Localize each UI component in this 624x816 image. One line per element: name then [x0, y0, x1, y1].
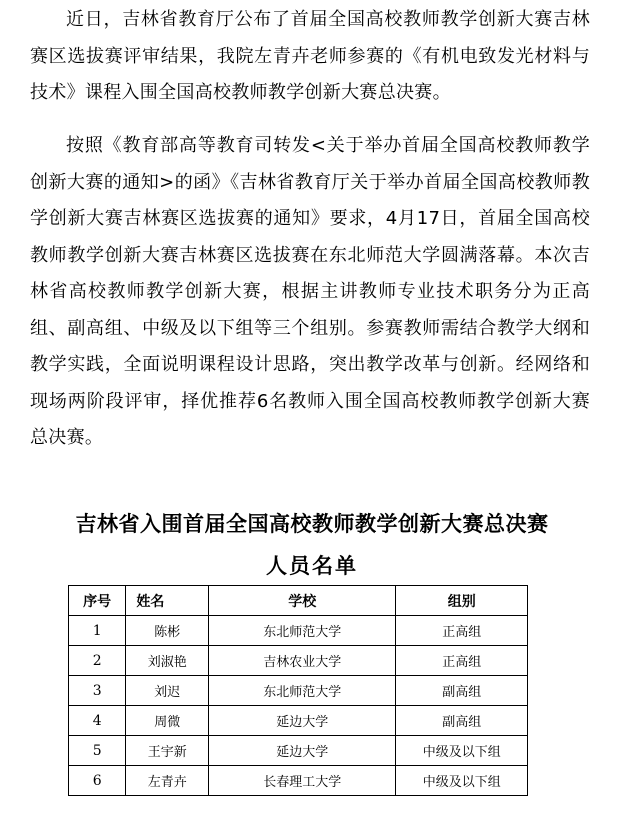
cell-school: 长春理工大学	[209, 766, 396, 796]
cell-group: 正高组	[396, 646, 528, 676]
cell-name: 左青卉	[126, 766, 209, 796]
cell-group: 中级及以下组	[396, 736, 528, 766]
cell-name: 王宇新	[126, 736, 209, 766]
roster-subtitle: 人员名单	[266, 554, 358, 578]
table-row	[69, 646, 528, 676]
cell-group: 正高组	[396, 616, 528, 646]
news-paragraph-1: 近日，吉林省教育厅公布了首届全国高校教师教学创新大赛吉林赛区选拔赛评审结果，我院左青卉老师参赛的《有机电致发光材料与技术》课程入围全国高校教师教学创新大赛总决赛。	[30, 9, 590, 103]
table-header-row	[69, 586, 528, 616]
news-paragraph-2: 按照《教育部高等教育司转发<关于举办首届全国高校教师教学创新大赛的通知>的函》《吉林省教育厅关于举办首届全国高校教师教学创新大赛吉林赛区选拔赛的通知》要求，4月17日，首届全国高校教师教学创新大赛吉林赛区选拔赛在东北师范大学圆满落幕。本次吉林省高校教师教学创新大赛，根据主讲教师专业技术职务分为正高组、副高组、中级及以下组等三个组别。参赛教师需结合教学大纲和教学实践，全面说明课程设计思路，突出教学改革与创新。经网络和现场两阶段评审，择优推荐6名教师入围全国高校教师教学创新大赛总决赛。	[30, 135, 590, 448]
cell-index: 3	[69, 676, 126, 706]
table-row	[69, 676, 528, 706]
cell-index: 5	[69, 736, 126, 766]
table-row	[69, 736, 528, 766]
cell-index: 2	[69, 646, 126, 676]
roster-title: 吉林省入围首届全国高校教师教学创新大赛总决赛	[75, 512, 549, 536]
column-header-group: 组别	[396, 586, 528, 616]
column-header-name: 姓名	[126, 586, 209, 616]
table-row	[69, 766, 528, 796]
column-header-index: 序号	[69, 586, 126, 616]
cell-index: 4	[69, 706, 126, 736]
table-row	[69, 616, 528, 646]
cell-name: 刘迟	[126, 676, 209, 706]
cell-index: 6	[69, 766, 126, 796]
cell-group: 副高组	[396, 706, 528, 736]
table-row	[69, 706, 528, 736]
cell-index: 1	[69, 616, 126, 646]
cell-school: 东北师范大学	[209, 616, 396, 646]
column-header-school: 学校	[209, 586, 396, 616]
cell-name: 陈彬	[126, 616, 209, 646]
cell-group: 副高组	[396, 676, 528, 706]
cell-school: 延边大学	[209, 736, 396, 766]
cell-name: 周微	[126, 706, 209, 736]
finalist-table	[68, 585, 528, 796]
cell-group: 中级及以下组	[396, 766, 528, 796]
cell-school: 东北师范大学	[209, 676, 396, 706]
cell-name: 刘淑艳	[126, 646, 209, 676]
cell-school: 延边大学	[209, 706, 396, 736]
cell-school: 吉林农业大学	[209, 646, 396, 676]
